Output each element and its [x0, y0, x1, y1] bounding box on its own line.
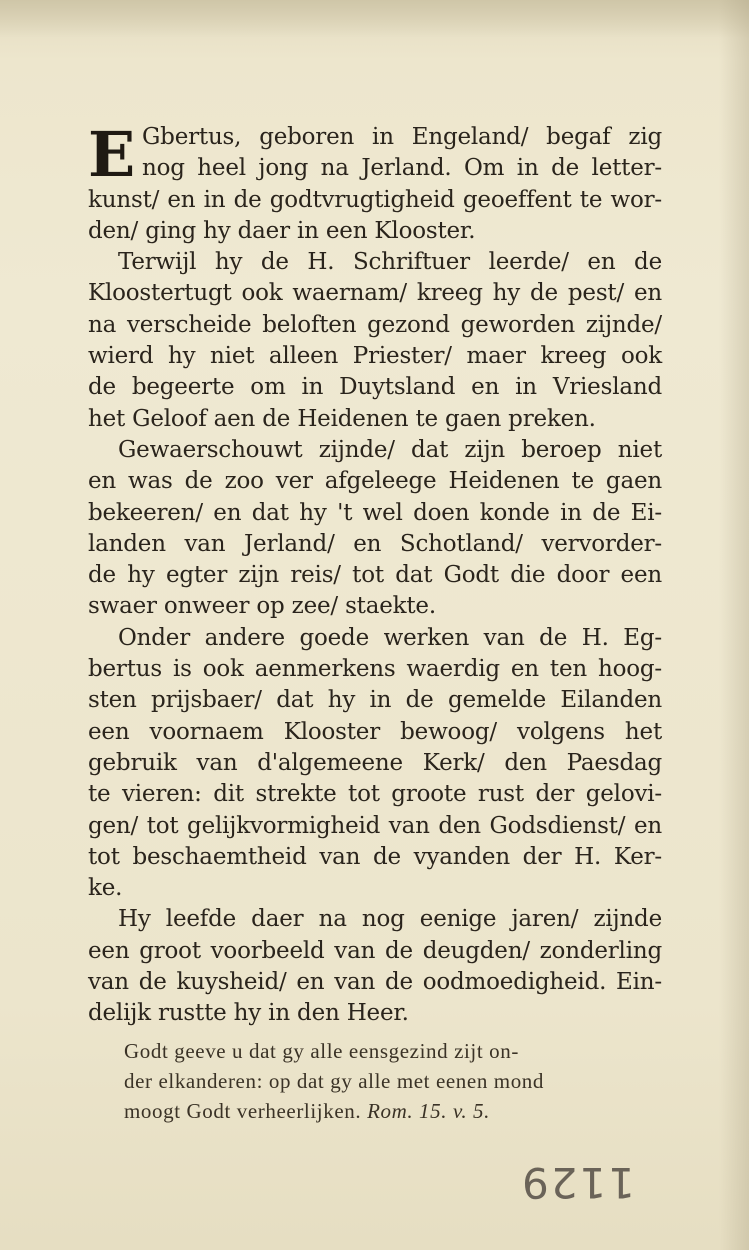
text-line: Kloostertugt ook waernam/ kreeg hy de pest/ en	[88, 280, 662, 307]
verse-line	[124, 1096, 664, 1126]
verse-line: der elkanderen: op dat gy alle met eenen mond	[124, 1069, 545, 1093]
text-line: de hy egter zijn reis/ tot dat Godt die door een	[88, 562, 662, 589]
text-line: landen van Jerland/ en Schotland/ vervorder-	[88, 530, 662, 557]
paragraph-5	[88, 904, 662, 1029]
verse-reference: Rom. 15. v. 5.	[367, 1099, 490, 1123]
verse-text: moogt Godt verheerlijken.	[124, 1099, 362, 1123]
text-line: ke.	[88, 875, 123, 902]
text-line: de begeerte om in Duytsland en in Vriesland	[88, 374, 662, 401]
text-line: tot beschaemtheid van de vyanden der H. Ker-	[88, 843, 662, 870]
text-line: sten prijsbaer/ dat hy in de gemelde Eilanden	[88, 687, 662, 714]
paragraph-4	[88, 623, 662, 905]
paragraph-3	[88, 435, 662, 623]
text-line: gebruik van d'algemeene Kerk/ den Paesdag	[88, 749, 662, 776]
text-line: een voornaem Klooster bewoog/ volgens het	[88, 718, 662, 745]
text-line: kunst/ en in de godtvrugtigheid geoeffent te wor-	[88, 186, 662, 213]
text-line: Gewaerschouwt zijnde/ dat zijn beroep niet	[118, 436, 662, 463]
text-line: Hy leefde daer na nog eenige jaren/ zijnde	[118, 906, 662, 933]
text-line: het Geloof aen de Heidenen te gaen preken.	[88, 405, 596, 432]
text-line: na verscheide beloften gezond geworden zijnde/	[88, 311, 662, 338]
text-line: Gbertus, geboren in Engeland/ begaf zig	[142, 124, 662, 150]
handwritten-catalog-number: 1129	[520, 1158, 635, 1207]
paragraph-1	[88, 118, 662, 247]
verse-line: Godt geeve u dat gy alle eensgezind zijt on-	[124, 1039, 519, 1063]
text-line: gen/ tot gelijkvormigheid van den Godsdienst/ en	[88, 812, 662, 839]
text-line: te vieren: dit strekte tot groote rust der gelovi-	[88, 781, 662, 808]
main-text	[88, 118, 662, 1030]
text-line: een groot voorbeeld van de deugden/ zonderling	[88, 937, 662, 964]
text-line: bekeeren/ en dat hy 't wel doen konde in de Ei-	[88, 499, 662, 526]
text-line: den/ ging hy daer in een Klooster.	[88, 217, 476, 244]
paragraph-2	[88, 247, 662, 435]
bible-verse	[124, 1036, 664, 1126]
text-line: nog heel jong na Jerland. Om in de letter-	[142, 155, 662, 182]
text-line: bertus is ook aenmerkens waerdig en ten hoog-	[88, 656, 662, 683]
text-line: en was de zoo ver afgeleege Heidenen te gaen	[88, 468, 662, 495]
text-line: Terwijl hy de H. Schriftuer leerde/ en de	[118, 249, 662, 276]
text-line: wierd hy niet alleen Priester/ maer kreeg ook	[88, 343, 662, 370]
text-line: delijk rustte hy in den Heer.	[88, 1000, 409, 1027]
drop-cap: E	[88, 118, 136, 191]
text-line: van de kuysheid/ en van de oodmoedigheid. Ein-	[88, 969, 662, 996]
text-line: swaer onweer op zee/ staekte.	[88, 593, 436, 620]
text-line: Onder andere goede werken van de H. Eg-	[118, 624, 662, 651]
